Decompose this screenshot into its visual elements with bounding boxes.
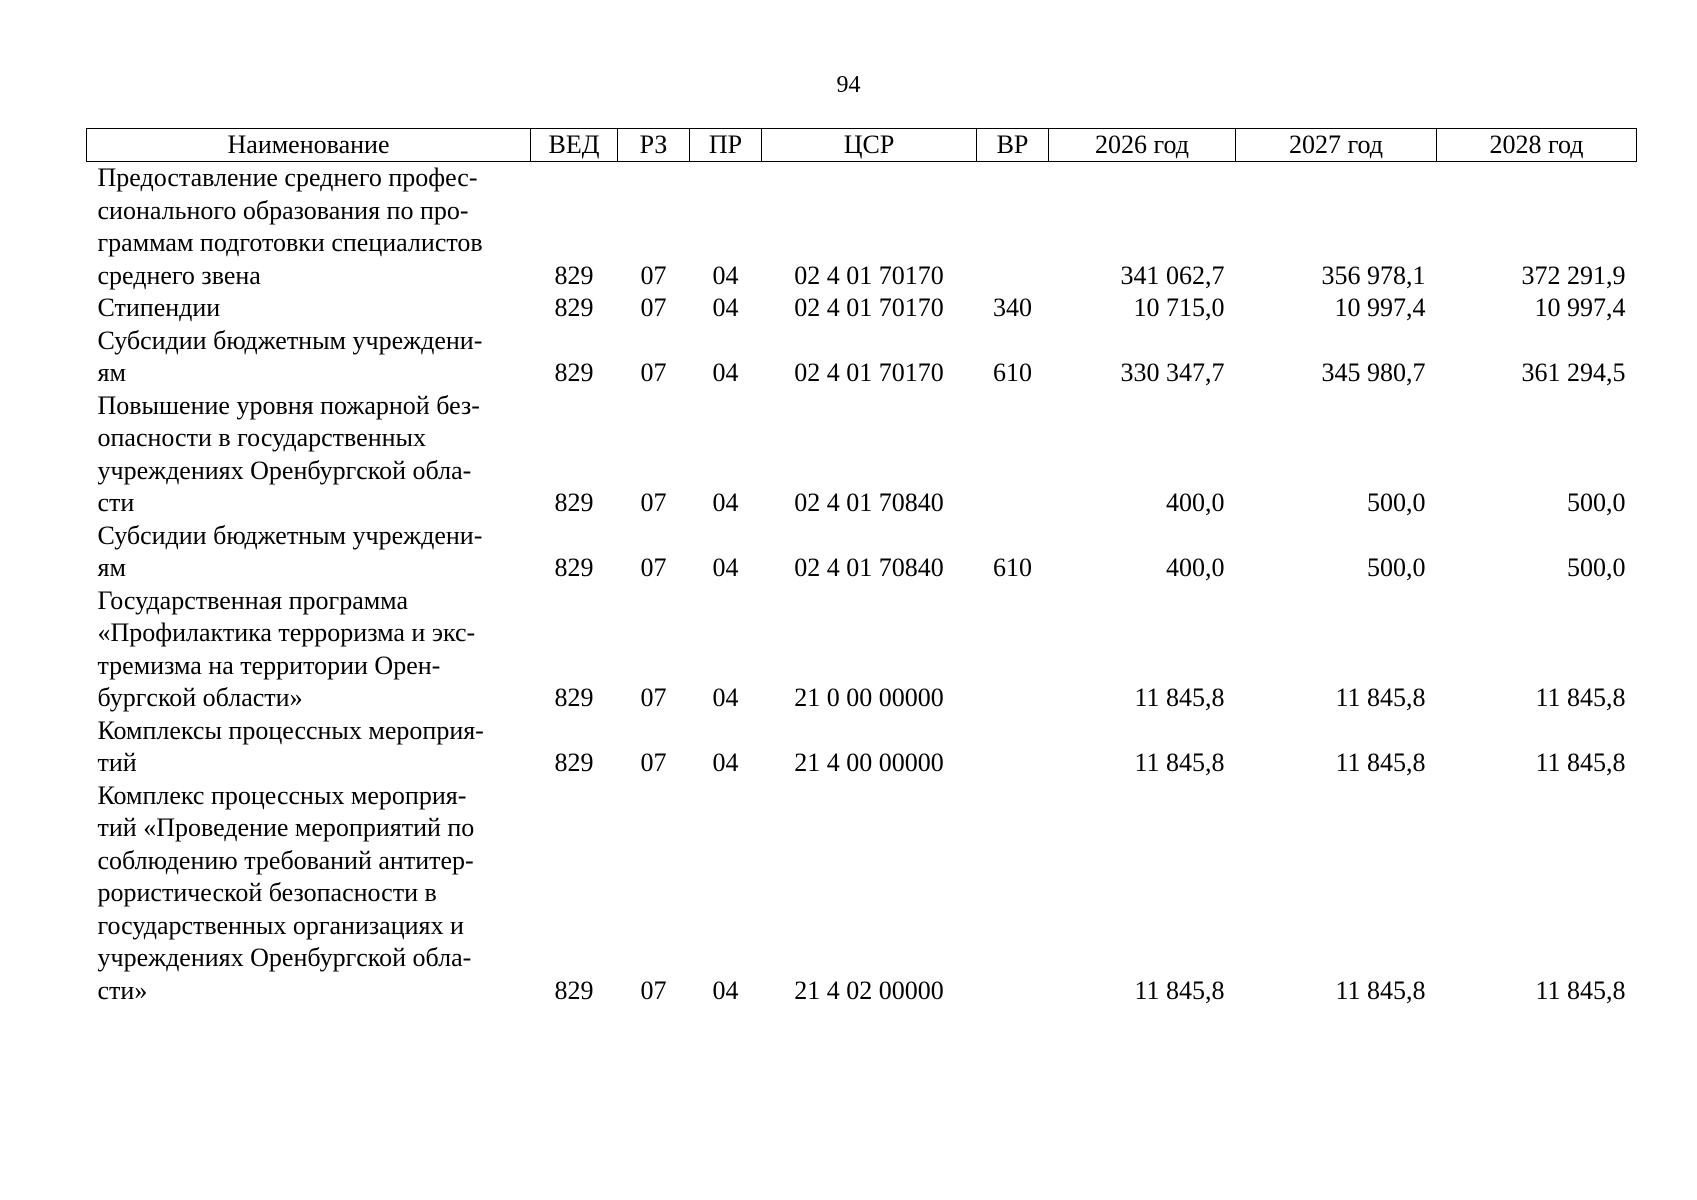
table-header [87,129,1637,162]
table-row [87,585,1637,715]
budget-table [86,128,1637,1007]
header-pr: ПР [690,129,762,162]
row-amount-2028: 11 845,8 [1535,748,1626,777]
row-amount-2028: 372 291,9 [1521,260,1626,290]
page-number: 94 [836,72,861,98]
row-rz: 07 [640,293,667,322]
row-vr [977,780,1049,1008]
table-row [87,390,1637,520]
row-vr: 610 [993,553,1032,582]
row-pr: 04 [712,488,739,517]
row-name: Государственная программа «Профилактика терроризма и экс- тремизма на территории Орен- бургской области» [97,585,476,712]
row-vr [977,715,1049,780]
row-vr: 340 [993,293,1032,322]
row-csr: 02 4 01 70170 [794,358,944,387]
row-amount-2028: 361 294,5 [1521,358,1626,387]
table-row [87,325,1637,390]
row-csr: 21 4 02 00000 [794,975,944,1005]
row-pr: 04 [712,748,739,777]
row-name: Стипендии [97,293,221,322]
row-amount-2026: 400,0 [1166,553,1225,582]
row-pr: 04 [712,975,739,1005]
row-amount-2026: 330 347,7 [1120,358,1225,387]
row-amount-2027: 11 845,8 [1335,748,1426,777]
row-name: Повышение уровня пожарной без- опасности в государственных учреждениях Оренбургской обла- сти [97,390,480,517]
row-ved: 829 [554,553,594,582]
row-rz: 07 [640,683,667,712]
row-amount-2028: 11 845,8 [1535,975,1626,1005]
header-ved: ВЕД [531,129,618,162]
row-ved: 829 [554,260,594,290]
table-row [87,780,1637,1008]
row-name: Комплексы процессных мероприя- тий [97,715,484,777]
header-2027: 2027 год [1236,129,1437,162]
row-rz: 07 [640,488,667,517]
row-amount-2026: 10 715,0 [1133,293,1225,322]
row-pr: 04 [712,553,739,582]
row-rz: 07 [640,260,667,290]
row-pr: 04 [712,683,739,712]
row-ved: 829 [554,293,594,322]
row-rz: 07 [640,748,667,777]
row-amount-2027: 11 845,8 [1335,975,1426,1005]
row-amount-2028: 500,0 [1567,553,1626,582]
row-name: Субсидии бюджетным учреждени- ям [97,325,483,387]
row-pr: 04 [712,260,739,290]
row-rz: 07 [640,553,667,582]
header-vr: ВР [977,129,1049,162]
row-pr: 04 [712,358,739,387]
row-ved: 829 [554,358,594,387]
header-row [87,129,1637,162]
row-rz: 07 [640,358,667,387]
row-pr: 04 [712,293,739,322]
row-vr [977,162,1049,293]
row-amount-2028: 10 997,4 [1534,293,1626,322]
row-amount-2027: 10 997,4 [1334,293,1426,322]
row-vr [977,390,1049,520]
header-csr: ЦСР [762,129,977,162]
row-ved: 829 [554,683,594,712]
row-amount-2026: 341 062,7 [1120,260,1225,290]
row-ved: 829 [554,748,594,777]
row-amount-2027: 500,0 [1367,553,1426,582]
row-name: Субсидии бюджетным учреждени- ям [97,520,483,582]
header-2026: 2026 год [1049,129,1236,162]
table-row [87,162,1637,293]
row-csr: 21 4 00 00000 [794,748,944,777]
header-rz: РЗ [618,129,690,162]
header-2028: 2028 год [1437,129,1637,162]
row-csr: 02 4 01 70170 [794,260,944,290]
table-row [87,292,1637,325]
row-amount-2028: 500,0 [1567,488,1626,517]
row-amount-2028: 11 845,8 [1535,683,1626,712]
row-amount-2026: 11 845,8 [1134,975,1225,1005]
row-ved: 829 [554,488,594,517]
row-vr [977,585,1049,715]
table-body [87,162,1637,1008]
row-csr: 21 0 00 00000 [794,683,944,712]
row-amount-2027: 11 845,8 [1335,683,1426,712]
row-amount-2027: 345 980,7 [1321,358,1426,387]
row-amount-2027: 356 978,1 [1321,260,1426,290]
table-row [87,520,1637,585]
row-amount-2026: 11 845,8 [1134,748,1225,777]
header-name: Наименование [87,129,531,162]
row-csr: 02 4 01 70840 [794,488,944,517]
row-amount-2026: 400,0 [1166,488,1225,517]
table-row [87,715,1637,780]
row-amount-2026: 11 845,8 [1134,683,1225,712]
row-name: Предоставление среднего профес- сионального образования по про- граммам подготовки специалистов среднего звена [97,163,483,290]
row-ved: 829 [554,975,594,1005]
row-vr: 610 [993,358,1032,387]
row-csr: 02 4 01 70840 [794,553,944,582]
row-csr: 02 4 01 70170 [794,293,944,322]
row-name: Комплекс процессных мероприя- тий «Проведение мероприятий по соблюдению требований антитер- рористической безопасности в государственных организациях и учреждениях Оренбургской обла- сти» [97,780,475,1005]
row-amount-2027: 500,0 [1367,488,1426,517]
row-rz: 07 [640,975,667,1005]
